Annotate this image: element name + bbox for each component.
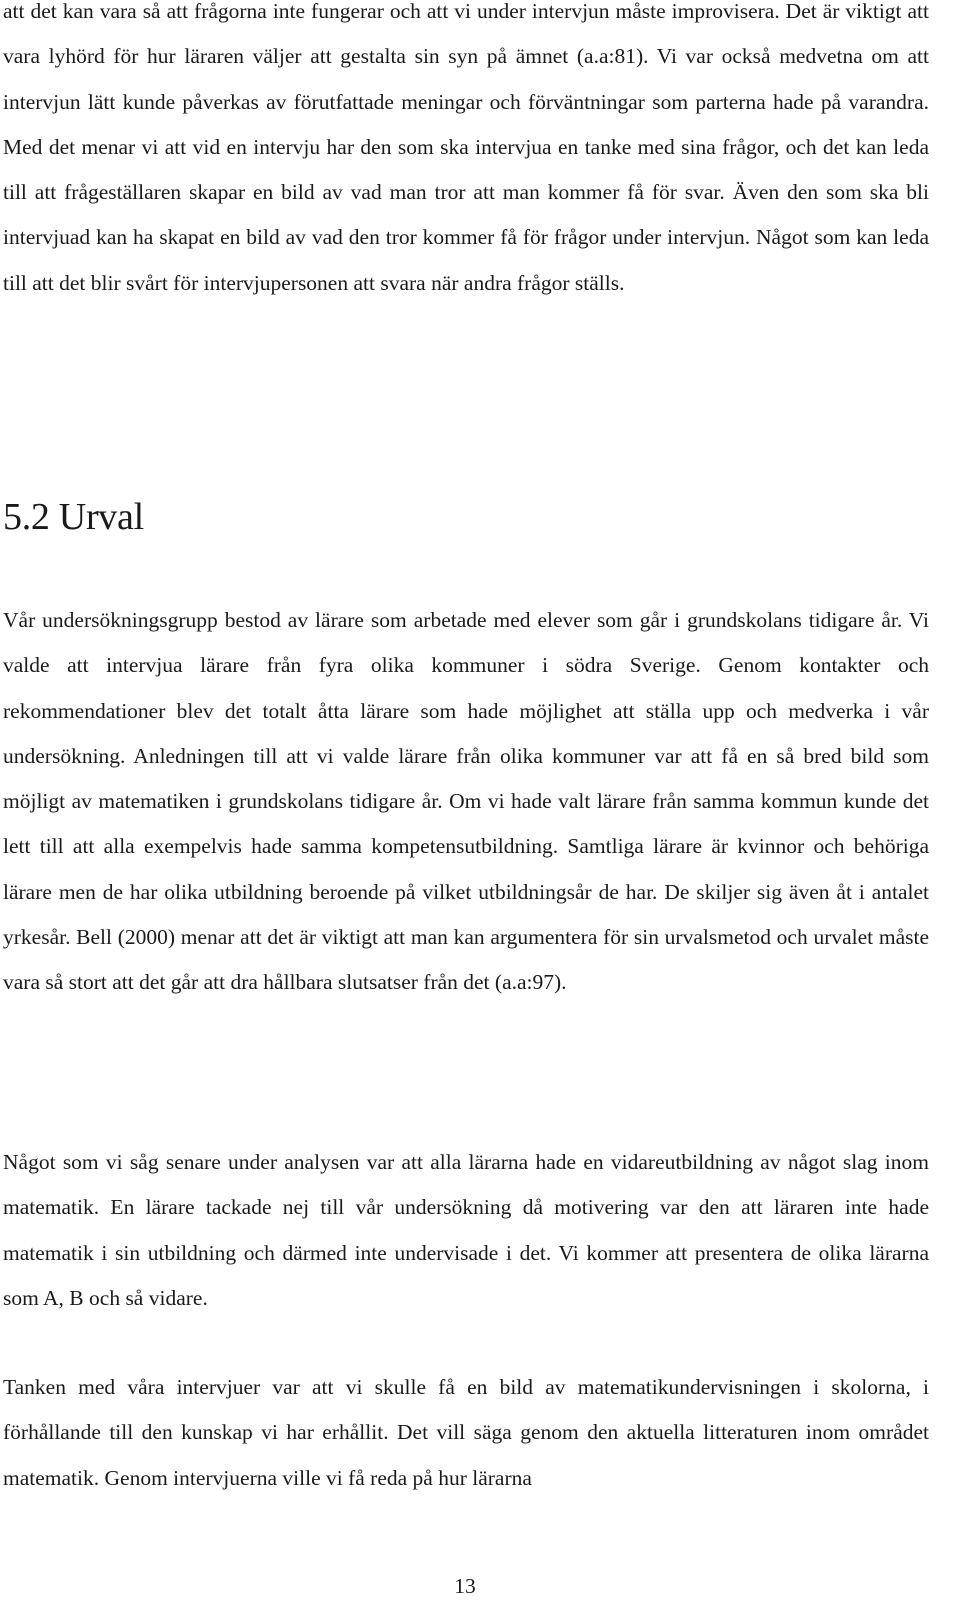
urval-paragraph-1: Vår undersökningsgrupp bestod av lärare som arbetade med elever som går i grundskolans tidigare år. Vi valde att intervjua lärare från fyra olika kommuner i södra Sverige. Genom kontakter och rekommendationer blev det totalt åtta lärare som hade möjlighet att ställa upp och medverka i vår undersökning. Anledningen till att vi valde lärare från olika kommuner var att få en så bred bild som möjligt av matematiken i grundskolans tidigare år. Om vi hade valt lärare från samma kommun kunde det lett till att alla exempelvis hade samma kompetensutbildning. Samtliga lärare är kvinnor och behöriga lärare men de har olika utbildning beroende på vilket utbildningsår de har. De skiljer sig även åt i antalet yrkesår. Bell (2000) menar att det är viktigt att man kan argumentera för sin urvalsmetod och urvalet måste vara så stort att det går att dra hållbara slutsatser från det (a.a:97).: [3, 608, 929, 995]
urval-paragraph-2: Något som vi såg senare under analysen var att alla lärarna hade en vidareutbildning av något slag inom matematik. En lärare tackade nej till vår undersökning då motivering var den att läraren inte hade matematik i sin utbildning och därmed inte undervisade i det. Vi kommer att presentera de olika lärarna som A, B och så vidare.: [3, 1150, 929, 1310]
section-heading: 5.2 Urval: [3, 496, 144, 538]
urval-paragraph-3: Tanken med våra intervjuer var att vi skulle få en bild av matematikundervisningen i skolorna, i förhållande till den kunskap vi har erhållit. Det vill säga genom den aktuella litteraturen inom området matematik. Genom intervjuerna ville vi få reda på hur lärarna: [3, 1375, 929, 1490]
intro-paragraph: att det kan vara så att frågorna inte fungerar och att vi under intervjun måste improvisera. Det är viktigt att vara lyhörd för hur läraren väljer att gestalta sin syn på ämnet (a.a:81). Vi var också medvetna om att intervjun lätt kunde påverkas av förutfattade meningar och förväntningar som parterna hade på varandra. Med det menar vi att vid en intervju har den som ska intervjua en tanke med sina frågor, och det kan leda till att frågeställaren skapar en bild av vad man tror att man kommer få för svar. Även den som ska bli intervjuad kan ha skapat en bild av vad den tror kommer få för frågor under intervjun. Något som kan leda till att det blir svårt för intervjupersonen att svara när andra frågor ställs.: [3, 0, 929, 295]
page-number: 13: [454, 1574, 476, 1598]
